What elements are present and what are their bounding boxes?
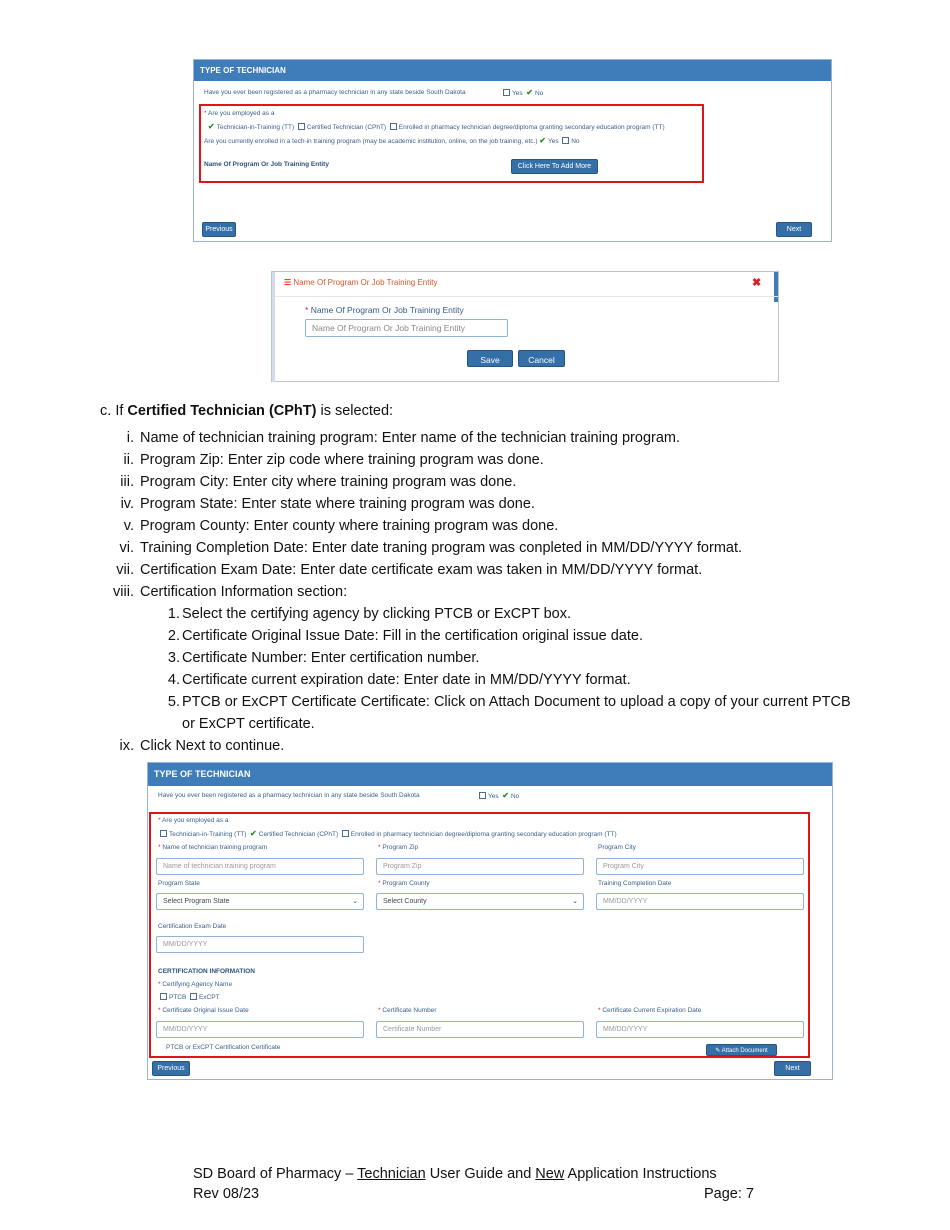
tt-label: Technician-in-Training (TT): [216, 124, 295, 131]
expire-date-label: * Certificate Current Expiration Date: [598, 1007, 702, 1014]
city-input[interactable]: Program City: [596, 858, 804, 875]
bottom-form-header: TYPE OF TECHNICIAN: [148, 763, 832, 786]
registered-yes-checkbox[interactable]: [503, 89, 510, 96]
top-form-header: TYPE OF TECHNICIAN: [194, 60, 831, 81]
b-registered-no-check-icon[interactable]: ✔: [502, 791, 509, 800]
top-previous-button[interactable]: Previous: [202, 222, 236, 237]
registered-question: Have you ever been registered as a pharmacy technician in any state beside South Dakota: [204, 89, 466, 96]
registered-yes-label: Yes: [512, 90, 523, 97]
training-name-label: * Name of technician training program: [158, 844, 268, 851]
b-employed-label: * Are you employed as a: [158, 817, 229, 824]
footer-title: SD Board of Pharmacy – Technician User Guide and New Application Instructions: [193, 1166, 717, 1182]
state-select[interactable]: Select Program State ⌄: [156, 893, 364, 910]
modal-panel: [271, 271, 779, 382]
program-name-input[interactable]: Name Of Program Or Job Training Entity: [305, 319, 508, 337]
county-label: * Program County: [378, 880, 430, 887]
county-select[interactable]: Select County ⌄: [376, 893, 584, 910]
completion-date-input[interactable]: MM/DD/YYYY: [596, 893, 804, 910]
registered-no-check-icon[interactable]: ✔: [526, 88, 533, 97]
sub-step-5-cont: or ExCPT certificate.: [182, 716, 315, 732]
paperclip-icon: ✎: [715, 1048, 721, 1054]
bottom-highlight-box: [149, 812, 810, 1058]
issue-date-input[interactable]: MM/DD/YYYY: [156, 1021, 364, 1038]
chevron-down-icon: ⌄: [352, 898, 358, 905]
registered-no-label: No: [534, 90, 544, 97]
cpht-label: Certified Technician (CPhT): [306, 124, 387, 131]
cancel-button[interactable]: Cancel: [518, 350, 565, 367]
close-icon[interactable]: ✖: [752, 277, 762, 289]
cert-info-heading: CERTIFICATION INFORMATION: [158, 968, 255, 975]
footer-page-number: Page: 7: [704, 1186, 754, 1202]
modal-field-label: * Name Of Program Or Job Training Entity: [305, 305, 464, 315]
b-registered-question: Have you ever been registered as a pharmacy technician in any state beside South Dakota: [158, 792, 420, 799]
step-c: c. If Certified Technician (CPhT) is selected:: [100, 403, 394, 419]
city-label: Program City: [598, 844, 636, 851]
top-next-button[interactable]: Next: [776, 222, 812, 237]
zip-input[interactable]: Program Zip: [376, 858, 584, 875]
footer-revision: Rev 08/23: [193, 1186, 260, 1202]
enrolled-yes-check-icon[interactable]: ✔: [539, 136, 546, 145]
exam-date-label: Certification Exam Date: [158, 923, 227, 930]
agency-label: * Certifying Agency Name: [158, 981, 233, 988]
tt-check-icon[interactable]: ✔: [208, 122, 215, 131]
modal-title: Name Of Program Or Job Training Entity: [293, 278, 438, 287]
b-registered-options: Yes ✔ No: [479, 791, 519, 800]
completion-label: Training Completion Date: [598, 880, 672, 887]
training-name-input[interactable]: Name of technician training program: [156, 858, 364, 875]
add-more-button[interactable]: Click Here To Add More: [511, 159, 598, 174]
list-icon: ☰: [284, 278, 292, 287]
modal-title-row: [284, 278, 437, 287]
expire-date-input[interactable]: MM/DD/YYYY: [596, 1021, 804, 1038]
cert-number-input[interactable]: Certificate Number: [376, 1021, 584, 1038]
b-registered-yes-checkbox[interactable]: [479, 792, 486, 799]
top-highlight-box: [199, 104, 704, 183]
enrolled-question: Are you currently enrolled in a tech-in training program (may be academic institution, online, on the job training, etc.) ✔ Yes No: [204, 136, 580, 145]
employed-label: * Are you employed as a: [204, 110, 275, 117]
attach-document-button[interactable]: ✎ Attach Document: [706, 1044, 777, 1056]
agency-options: PTCB ExCPT: [160, 993, 220, 1001]
b-employed-options: Technician-in-Training (TT) ✔ Certified Technician (CPhT) Enrolled in pharmacy technician degree/diploma granting secondary education program (TT): [160, 829, 617, 838]
cert-number-label: * Certificate Number: [378, 1007, 437, 1014]
zip-label: * Program Zip: [378, 844, 419, 851]
registered-options: [503, 88, 543, 97]
issue-date-label: * Certificate Original Issue Date: [158, 1007, 249, 1014]
state-label: Program State: [158, 880, 200, 887]
program-name-label: Name Of Program Or Job Training Entity: [204, 161, 329, 168]
save-button[interactable]: Save: [467, 350, 513, 367]
enrolled-label: Enrolled in pharmacy technician degree/diploma granting secondary education program (TT): [398, 124, 665, 131]
exam-date-input[interactable]: MM/DD/YYYY: [156, 936, 364, 953]
bottom-previous-button[interactable]: Previous: [152, 1061, 190, 1076]
b-cpht-check-icon[interactable]: ✔: [250, 829, 257, 838]
chevron-down-icon: ⌄: [572, 898, 578, 905]
bottom-next-button[interactable]: Next: [774, 1061, 811, 1076]
cert-doc-label: PTCB or ExCPT Certification Certificate: [166, 1044, 281, 1051]
